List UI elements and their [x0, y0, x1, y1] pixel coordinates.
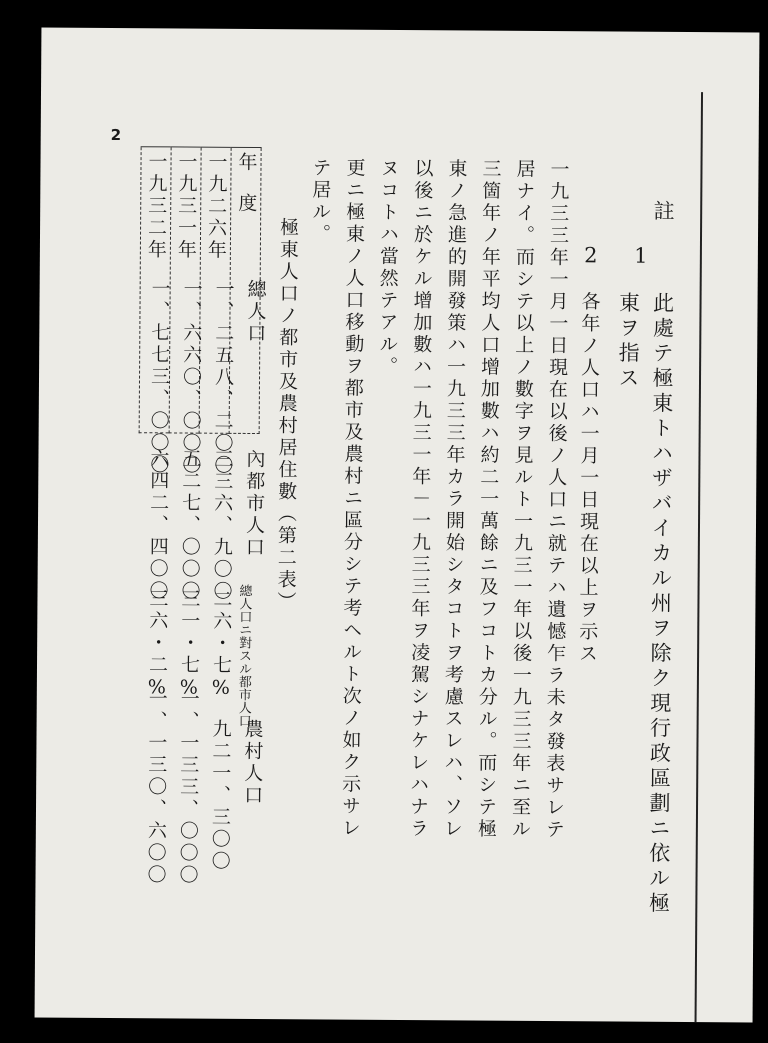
note-2-label: 2	[578, 243, 603, 272]
year-cell: 一九三二年	[139, 147, 171, 433]
notes-heading: 註	[651, 199, 676, 225]
note-1-line: 此處テ極東トハザバイカル州ヲ除ク現行政區劃ニ依ル極	[646, 291, 675, 917]
note-1-line: 東ヲ指ス	[615, 291, 641, 392]
urban-population-cell: 六四二、四〇〇	[146, 448, 170, 603]
note-2-line: 一九三三年一月一日現在以後ノ人口ニ就テハ遺憾乍ラ未タ發表サレテ	[542, 159, 570, 842]
note-2-line: 居ナイ。而シテ以上ノ數字ヲ見ルト一九三一年以後一九三三年ニ至ル	[508, 158, 536, 841]
urban-ratio-cell: 三六・二%	[145, 588, 169, 702]
urban-ratio-cell: 二六・七%	[209, 588, 233, 702]
header-year: 年度	[229, 147, 261, 433]
rural-population-cell: 九二一、三〇〇	[208, 718, 232, 873]
urban-population-cell: 五二七、〇〇〇	[178, 448, 202, 603]
total-population-cell: 一、七七三、〇〇〇	[147, 278, 171, 477]
document-page	[35, 28, 760, 1023]
rural-population-cell: 一、一三〇、六〇〇	[144, 688, 168, 887]
rural-population-cell: 一、一三三、〇〇〇	[176, 688, 200, 887]
year-cell: 一九三一年	[169, 147, 201, 433]
urban-ratio-cell: 三一・七%	[177, 588, 201, 702]
note-2-line: 三箇年ノ年平均人口增加數ハ約二一萬餘ニ及フコトカ分ル。而シテ極	[474, 158, 502, 841]
note-2-line: 各年ノ人口ハ一月一日現在以上ヲ示ス	[576, 291, 601, 666]
note-2-line: 東ノ急進的開發策ハ一九三三年カラ開始シタコトヲ考慮スレハ、ソレ	[440, 158, 468, 841]
note-2-line: テ居ル。	[308, 157, 332, 246]
header-urban-population: 內都市人口	[242, 448, 266, 560]
note-2-line: ヌコトハ當然テアル。	[376, 157, 400, 379]
year-cell: 一九二六年	[199, 147, 231, 433]
header-rural-population: 農村人口	[241, 718, 264, 808]
note-2-line: 以後ニ於ケル增加數ハ一九三一年－一九三三年ヲ凌駕シナケレハナラ	[406, 158, 434, 841]
margin-rule	[695, 92, 703, 1022]
note-1-label: 1	[628, 243, 653, 272]
urban-population-cell: 三三六、九〇〇	[210, 448, 234, 603]
page-number: 2	[110, 125, 122, 145]
total-population-cell: 一、六六〇、〇〇〇	[179, 278, 203, 477]
table-title: 極東人口ノ都市及農村居住數（第二表）	[274, 217, 300, 614]
note-2-line: 更ニ極東ノ人口移動ヲ都市及農村ニ區分シテ考ヘルト次ノ如ク示サレ	[338, 157, 366, 840]
header-urban-ratio: 總人口ニ對スル都市人口	[235, 583, 252, 727]
total-population-cell: 一、二五八、二〇〇	[211, 278, 235, 477]
header-total-population: 總人口	[244, 278, 267, 346]
